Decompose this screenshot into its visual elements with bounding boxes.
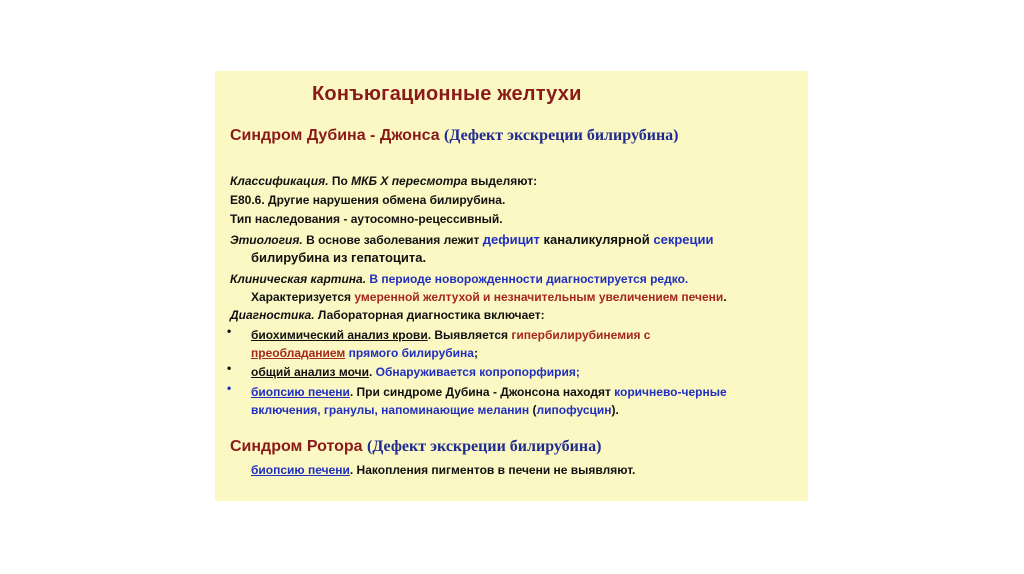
- liver-biopsy: биопсию печени: [251, 385, 350, 399]
- bullet-1-line-2: [251, 346, 478, 360]
- paren-close: ).: [611, 403, 619, 417]
- classification-mkb: МКБ Х пересмотра: [351, 174, 468, 188]
- paren-open: (: [529, 403, 537, 417]
- bullet-3-line: [251, 385, 727, 399]
- slide-panel: [215, 71, 808, 501]
- slide-title: Конъюгационные желтухи: [312, 83, 582, 105]
- characteristics-end: .: [723, 290, 727, 304]
- bullet-dot: •: [227, 381, 232, 395]
- bullet-1-text: . Выявляется: [427, 328, 512, 342]
- diagnostics-line: [230, 308, 545, 322]
- etiology-line-2: билирубина из гепатоцита.: [251, 250, 427, 265]
- etiology-deficit: дефицит: [482, 232, 540, 247]
- bullet-3-text: . При синдроме Дубина - Джонсона находят: [349, 385, 615, 399]
- biochem-analysis: биохимический анализ крови: [251, 328, 428, 342]
- etiology-text: В основе заболевания лежит: [302, 233, 483, 247]
- diagnostics-label: Диагностика.: [230, 308, 315, 322]
- inclusions: включения, гранулы, напоминающие меланин: [251, 403, 530, 417]
- dubin-heading: [230, 127, 679, 145]
- characteristics-line: [251, 290, 727, 304]
- dubin-heading-note: (Дефект экскреции билирубина): [444, 127, 679, 144]
- bullet-dot: •: [227, 361, 232, 375]
- rotor-heading-name: Синдром Ротора: [230, 438, 363, 455]
- classification-text: По: [328, 174, 352, 188]
- etiology-text-2: каналикулярной: [539, 232, 654, 247]
- bullet-3-line-2: [251, 403, 619, 417]
- bullet-1-line: [251, 328, 650, 342]
- dubin-heading-name: Синдром Дубина - Джонса: [230, 127, 440, 144]
- rotor-biopsy-text: . Накопления пигментов в печени не выявляют.: [349, 463, 636, 477]
- predominance: преобладанием: [251, 346, 346, 360]
- rotor-biopsy-line: [251, 463, 635, 477]
- etiology-line: [230, 232, 713, 247]
- bullet-2-text: .: [368, 365, 376, 379]
- e80-line: Е80.6. Другие нарушения обмена билирубина.: [230, 193, 506, 207]
- coproporphyria: Обнаруживается копропорфирия;: [375, 365, 580, 379]
- rotor-heading-note: (Дефект экскреции билирубина): [367, 438, 602, 455]
- inheritance-line: Тип наследования - аутосомно-рецессивный.: [230, 212, 503, 226]
- diagnostics-text: Лабораторная диагностика включает:: [314, 308, 545, 322]
- characteristics-red: умеренной желтухой и незначительным увеличением печени: [354, 290, 724, 304]
- classification-line: [230, 174, 537, 188]
- bullet-dot: •: [227, 324, 232, 338]
- rotor-heading: [230, 438, 601, 456]
- lipofuscin: липофусцин: [536, 403, 612, 417]
- rotor-liver-biopsy: биопсию печени: [251, 463, 350, 477]
- bullet-2-line: [251, 365, 580, 379]
- urine-analysis: общий анализ мочи: [251, 365, 369, 379]
- characteristics-text: Характеризуется: [251, 290, 355, 304]
- classification-label: Классификация.: [230, 174, 329, 188]
- direct-bilirubin: прямого билирубина: [345, 346, 474, 360]
- etiology-secretion: секреции: [653, 232, 714, 247]
- clinical-label: Клиническая картина.: [230, 272, 367, 286]
- bullet-1-end: ;: [473, 346, 478, 360]
- classification-text-2: выделяют:: [467, 174, 538, 188]
- hyperbilirubinemia: гипербилирубинемия с: [511, 328, 651, 342]
- brown-black: коричнево-черные: [614, 385, 727, 399]
- clinical-text: В периоде новорожденности диагностируется редко.: [366, 272, 689, 286]
- clinical-line: [230, 272, 688, 286]
- etiology-label: Этиология.: [230, 233, 303, 247]
